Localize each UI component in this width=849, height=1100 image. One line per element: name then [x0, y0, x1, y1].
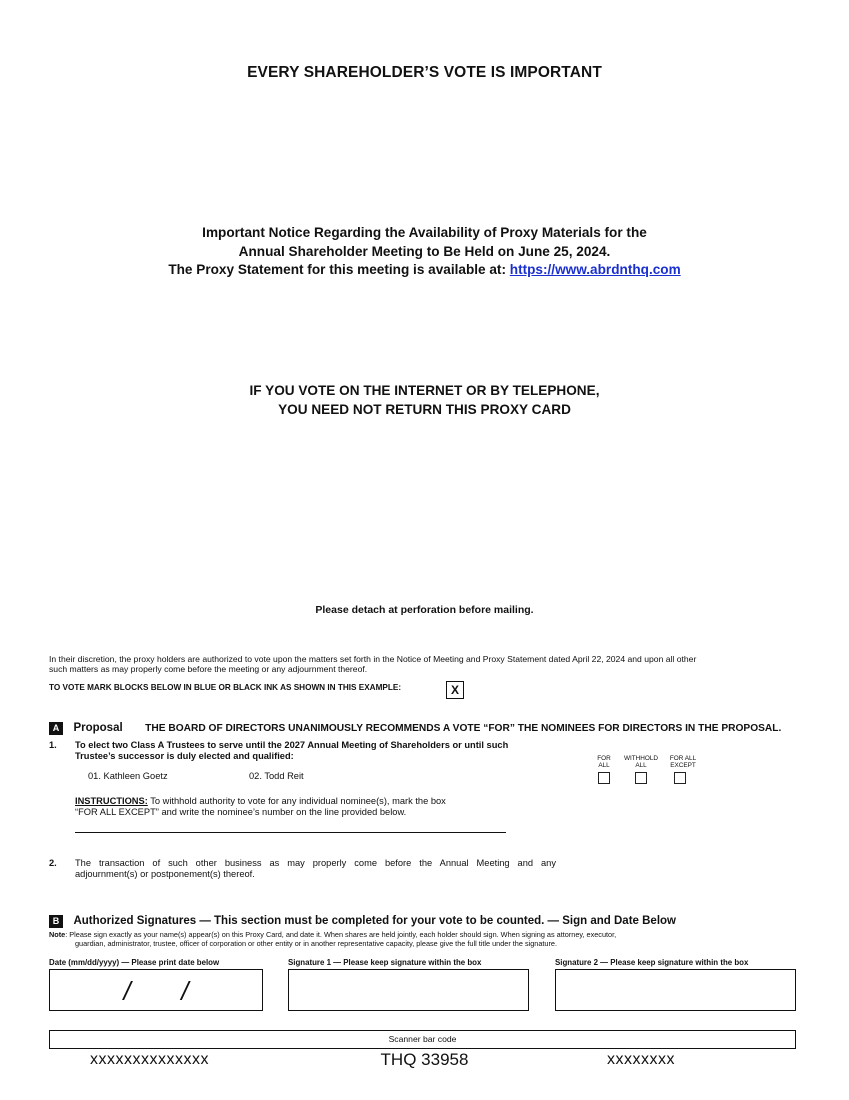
option-for-all-line2: ALL — [598, 762, 610, 769]
instructions-line-1: To withhold authority to vote for any individual nominee(s), mark the box — [147, 796, 446, 806]
item-1-line-1: To elect two Class A Trustees to serve until the 2027 Annual Meeting of Shareholders or until such — [75, 740, 509, 750]
instructions — [75, 796, 446, 818]
section-b-title: Authorized Signatures — This section must be completed for your vote to be counted. — Sign and Date Below — [73, 915, 676, 927]
option-withhold-all-label — [619, 755, 663, 769]
note-line-2: guardian, administrator, trustee, officer of corporation or other entity or in another representative capacity, please give the full title under the signature. — [75, 939, 558, 948]
signature-1-box[interactable] — [288, 969, 529, 1011]
notice-line-3 — [0, 261, 849, 280]
withhold-all-checkbox[interactable] — [635, 772, 647, 784]
notice-line-3-prefix: The Proxy Statement for this meeting is available at: — [168, 262, 510, 277]
page-title: EVERY SHAREHOLDER’S VOTE IS IMPORTANT — [247, 64, 602, 81]
nominee-1: 01. Kathleen Goetz — [88, 771, 168, 781]
for-all-checkbox[interactable] — [598, 772, 610, 784]
signature-1-label: Signature 1 — Please keep signature within the box — [288, 958, 482, 967]
proxy-statement-link[interactable]: https://www.abrdnthq.com — [509, 262, 681, 277]
item-1-line-2: Trustee’s successor is duly elected and qualified: — [75, 751, 294, 761]
item-2-text — [75, 858, 556, 880]
mark-example-label: TO VOTE MARK BLOCKS BELOW IN BLUE OR BLACK INK AS SHOWN IN THIS EXAMPLE: — [49, 683, 402, 692]
discretion-line-2: such matters as may properly come before the meeting or any adjournment thereof. — [49, 664, 368, 674]
nominee-exception-line[interactable] — [75, 832, 506, 833]
section-b-header — [49, 911, 676, 929]
discretion-line-1: In their discretion, the proxy holders are authorized to vote upon the matters set forth in the Notice of Meeting and Proxy Statement dated April 22, 2024 and upon all other — [49, 654, 697, 664]
note-label: Note — [49, 930, 66, 939]
for-all-except-checkbox[interactable] — [674, 772, 686, 784]
option-for-all-label — [592, 755, 616, 769]
section-a-title: Proposal — [73, 722, 123, 734]
option-for-all-line1: FOR — [597, 755, 611, 762]
option-withhold-all-line2: ALL — [635, 762, 647, 769]
left-code: xxxxxxxxxxxxxx — [90, 1051, 209, 1068]
internet-vote-notice — [0, 382, 849, 419]
detach-instruction: Please detach at perforation before mailing. — [315, 604, 534, 616]
instructions-label: INSTRUCTIONS: — [75, 796, 148, 806]
section-a-tag: A — [49, 722, 63, 735]
item-2-line-1: The transaction of such other business as may properly come before the Annual Meeting and any — [75, 858, 556, 868]
date-label: Date (mm/dd/yyyy) — Please print date below — [49, 958, 220, 967]
center-code: THQ 33958 — [380, 1050, 469, 1069]
option-for-all-except-line1: FOR ALL — [669, 755, 697, 762]
section-a-recommendation: THE BOARD OF DIRECTORS UNANIMOUSLY RECOMMENDS A VOTE “FOR” THE NOMINEES FOR DIRECTORS IN THE PROPOSAL. — [145, 723, 782, 734]
nominee-2: 02. Todd Reit — [249, 771, 304, 781]
section-b-tag: B — [49, 915, 63, 928]
signature-note — [49, 930, 616, 948]
internet-line-1: IF YOU VOTE ON THE INTERNET OR BY TELEPHONE, — [249, 383, 600, 398]
internet-line-2: YOU NEED NOT RETURN THIS PROXY CARD — [278, 401, 571, 417]
date-input-box[interactable] — [49, 969, 263, 1011]
item-2-number: 2. — [49, 858, 57, 868]
note-line-1: : Please sign exactly as your name(s) appear(s) on this Proxy Card, and date it. When shares are held jointly, each holder should sign. When signing as attorney, executor, — [65, 930, 617, 939]
section-a-header — [49, 718, 781, 736]
right-code: xxxxxxxx — [607, 1051, 675, 1068]
instructions-line-2: “FOR ALL EXCEPT” and write the nominee’s number on the line provided below. — [75, 807, 407, 817]
proxy-notice — [0, 224, 849, 280]
notice-line-2: Annual Shareholder Meeting to Be Held on June 25, 2024. — [238, 243, 611, 259]
item-2-line-2: adjournment(s) or postponement(s) thereof. — [75, 869, 255, 879]
option-for-all-except-label — [666, 755, 700, 769]
date-slashes: / / — [123, 976, 189, 1006]
mark-example-box: X — [446, 681, 464, 699]
discretion-text — [49, 654, 819, 674]
scanner-bar-code-label: Scanner bar code — [388, 1034, 457, 1044]
option-withhold-all-line1: WITHHOLD — [623, 755, 659, 762]
item-1-text — [75, 740, 575, 762]
item-1-number: 1. — [49, 740, 57, 750]
scanner-bar-code-box — [49, 1030, 796, 1049]
option-for-all-except-line2: EXCEPT — [670, 762, 696, 769]
signature-2-label: Signature 2 — Please keep signature within the box — [555, 958, 749, 967]
notice-line-1: Important Notice Regarding the Availability of Proxy Materials for the — [202, 225, 647, 240]
signature-2-box[interactable] — [555, 969, 796, 1011]
